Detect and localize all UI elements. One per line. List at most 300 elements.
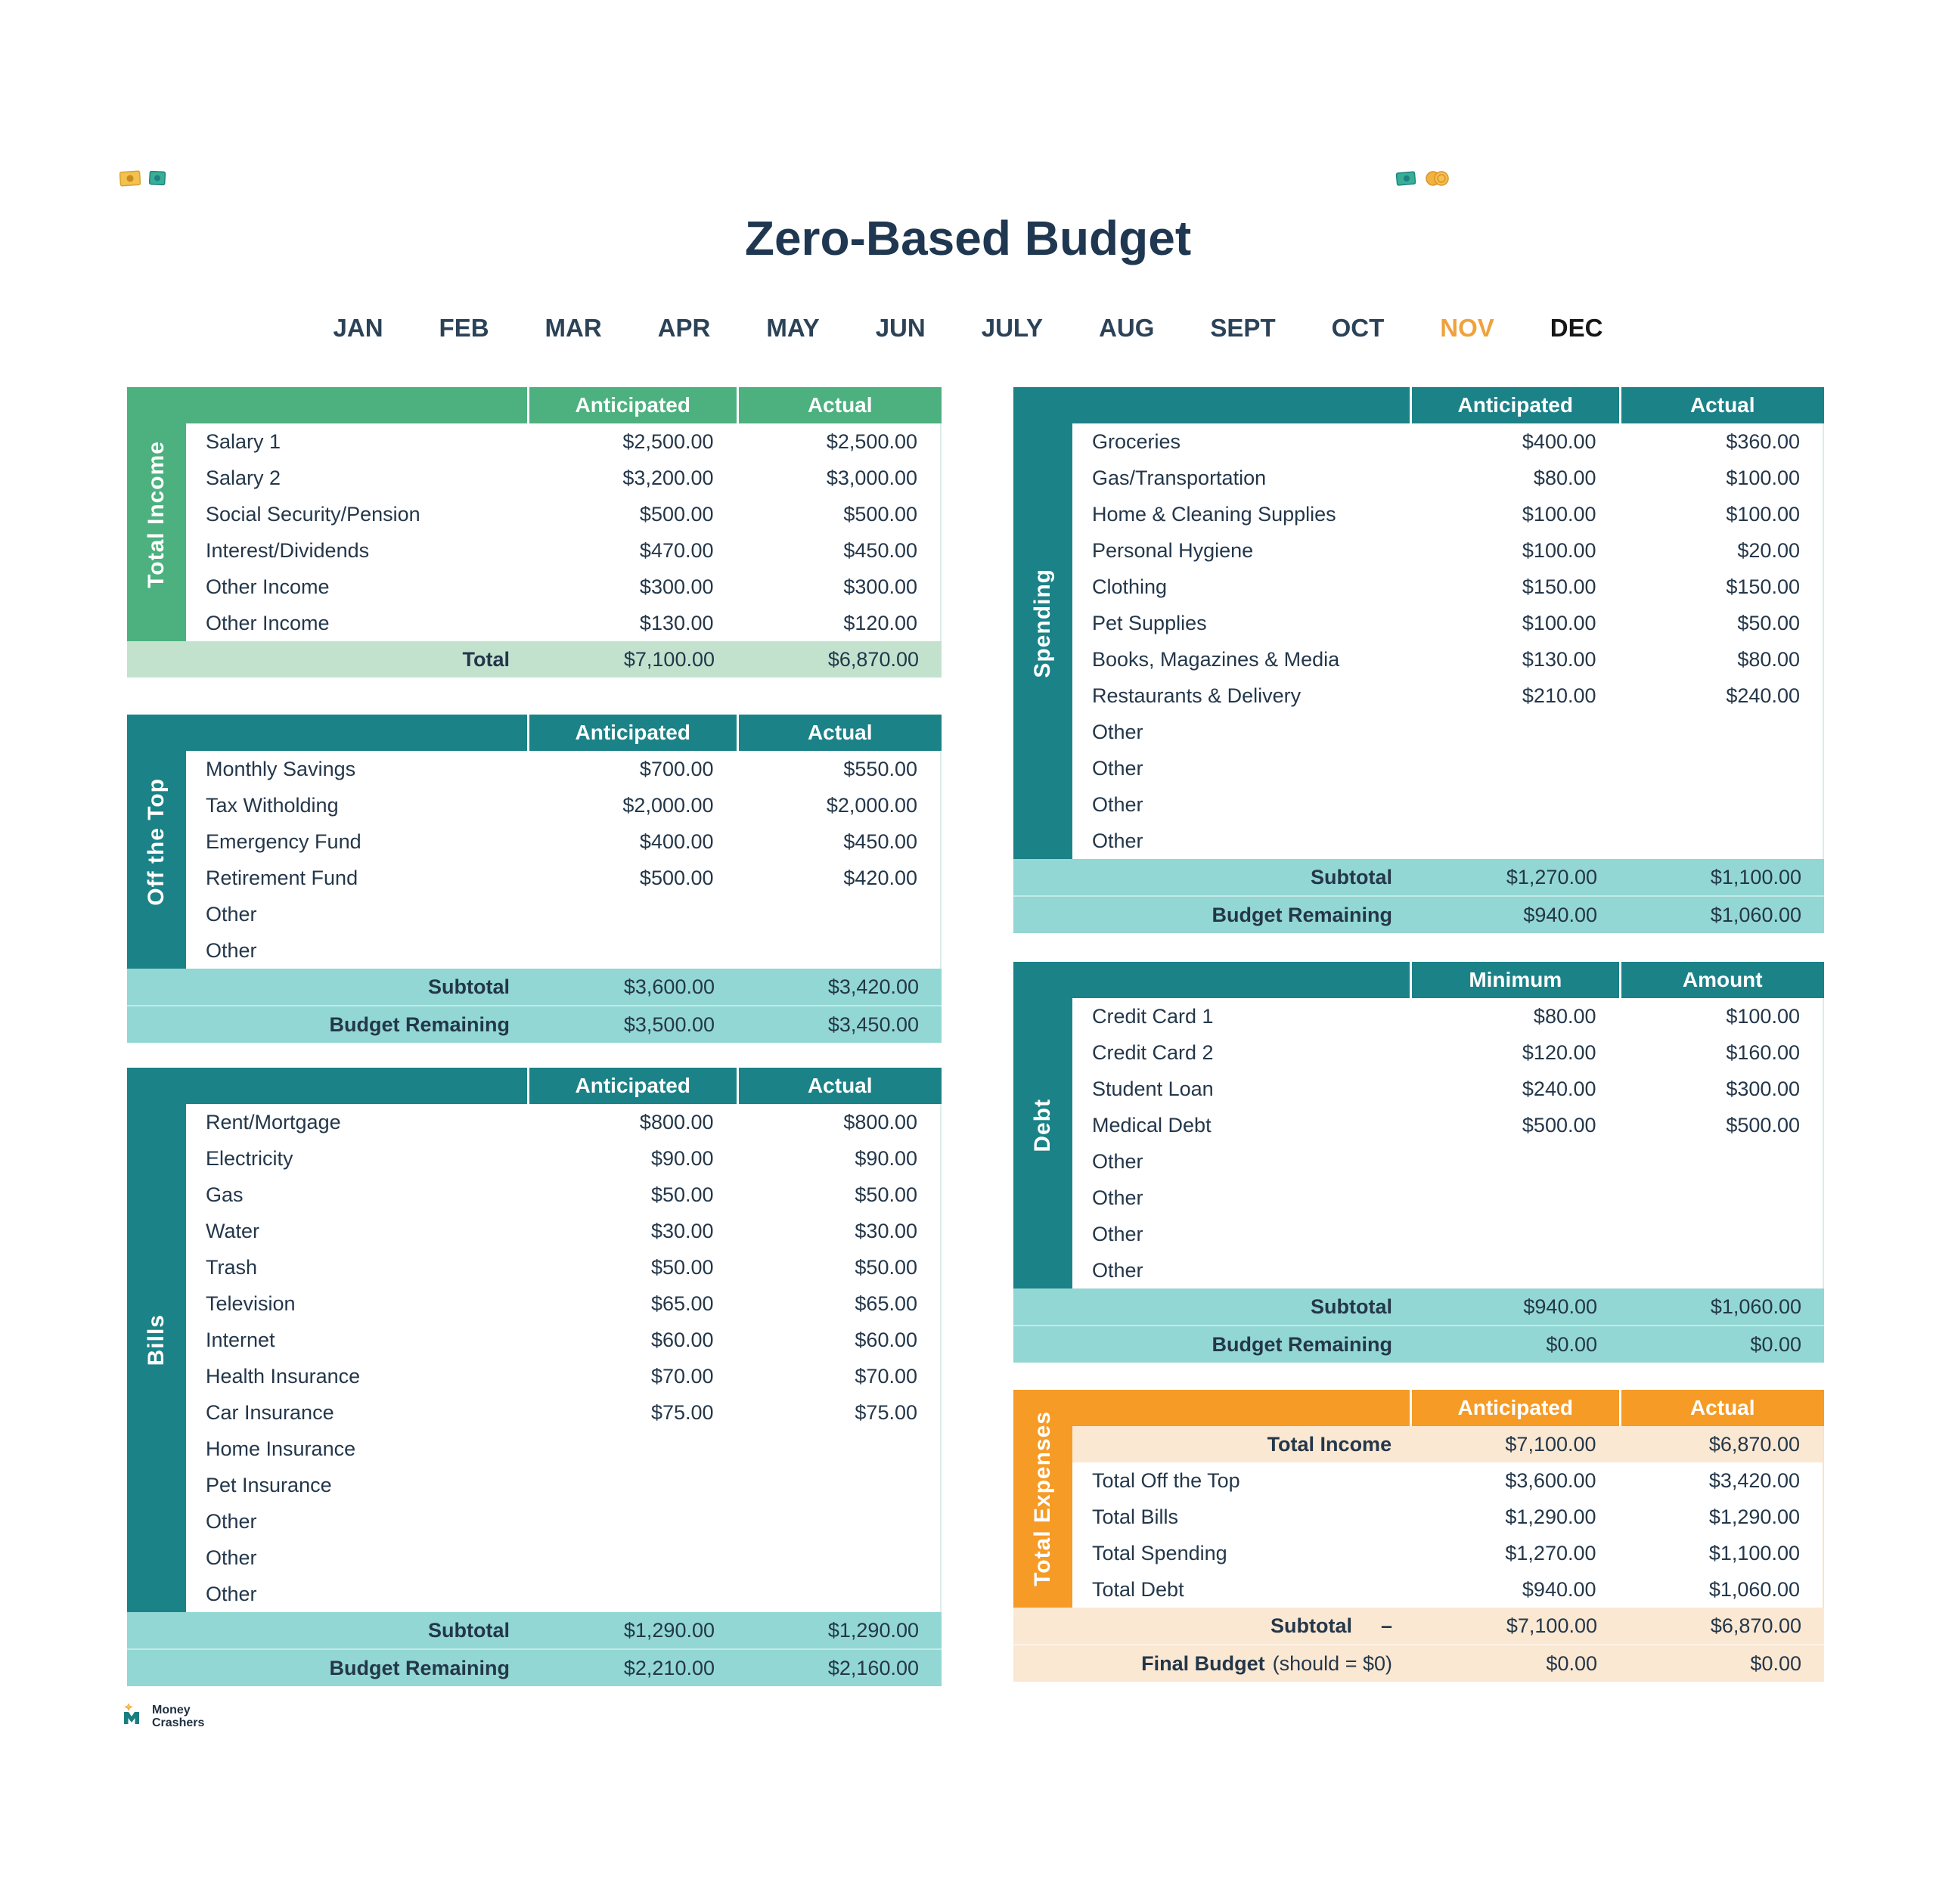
row-label: Total Off the Top <box>1092 1468 1240 1492</box>
row-label: Internet <box>206 1328 275 1351</box>
row-label: Trash <box>206 1255 258 1279</box>
table-row <box>1072 569 1823 605</box>
footer-label <box>127 1006 529 1043</box>
cell-actual[interactable]: $240.00 <box>1726 684 1800 707</box>
cell-actual[interactable]: $450.00 <box>843 830 917 853</box>
cell-anticipated[interactable]: $470.00 <box>639 538 714 562</box>
header-spacer-cell <box>127 1068 527 1104</box>
cell-actual[interactable] <box>1619 1216 1823 1252</box>
sidebar-bills <box>127 1068 186 1612</box>
footer-row-total <box>127 641 942 678</box>
row-label: Total Bills <box>1092 1505 1179 1528</box>
cell-anticipated[interactable] <box>529 1540 736 1576</box>
month-tab-feb[interactable]: FEB <box>439 314 489 342</box>
cell-actual[interactable] <box>737 1576 940 1612</box>
column-header-actual: Actual <box>737 715 942 751</box>
cell-actual[interactable]: $550.00 <box>843 757 917 780</box>
table-row <box>1072 998 1823 1034</box>
sidebar-label-expenses: Total Expenses <box>1030 1411 1055 1586</box>
cell-actual[interactable] <box>737 1431 940 1467</box>
logo-text-line2: Crashers <box>152 1716 205 1729</box>
footer-label <box>1013 859 1412 895</box>
cell-actual[interactable]: $30.00 <box>855 1219 917 1242</box>
footer-row-subtotal <box>1013 1608 1824 1644</box>
table-row <box>1072 678 1823 714</box>
table-total-income <box>127 387 942 678</box>
cell-anticipated[interactable]: $130.00 <box>639 611 714 634</box>
cell-actual[interactable]: $1,290.00 <box>1708 1505 1800 1528</box>
footer-value-actual: $3,450.00 <box>827 1012 919 1036</box>
cell-anticipated[interactable]: $1,270.00 <box>1505 1541 1596 1564</box>
cell-anticipated[interactable]: $2,000.00 <box>622 793 714 817</box>
cell-actual[interactable]: $2,500.00 <box>826 429 917 453</box>
row-label: Water <box>206 1219 260 1242</box>
row-label: Other <box>1092 829 1143 852</box>
cell-anticipated[interactable]: $80.00 <box>1533 1004 1596 1028</box>
row-label: Pet Supplies <box>1092 611 1207 634</box>
table-row <box>186 823 940 860</box>
row-label: Social Security/Pension <box>206 502 420 526</box>
table-row <box>186 460 940 496</box>
moneycrashers-logo <box>121 1701 204 1731</box>
table-row <box>186 751 940 787</box>
table-row <box>1072 750 1823 786</box>
row-label: Retirement Fund <box>206 866 358 889</box>
table-bills <box>127 1068 942 1686</box>
month-tab-sept[interactable]: SEPT <box>1210 314 1276 342</box>
footer-label <box>127 1612 529 1648</box>
table-row <box>186 787 940 823</box>
cell-anticipated[interactable]: $30.00 <box>650 1219 714 1242</box>
row-label: Credit Card 2 <box>1092 1040 1214 1064</box>
footer-value-anticipated: $2,210.00 <box>623 1656 715 1679</box>
row-label: Other <box>1092 1149 1143 1173</box>
month-tab-jan[interactable]: JAN <box>333 314 383 342</box>
sidebar-label-debt: Debt <box>1030 1098 1055 1152</box>
cell-anticipated[interactable]: $210.00 <box>1522 684 1596 707</box>
footer-row-subtotal <box>127 969 942 1005</box>
footer-value-actual: $2,160.00 <box>827 1656 919 1679</box>
table-row <box>1072 496 1823 532</box>
table-row <box>1072 605 1823 641</box>
row-label: Other <box>1092 1222 1143 1245</box>
footer-row-subtotal <box>1013 1288 1824 1325</box>
row-label: Groceries <box>1092 429 1181 453</box>
table-row <box>186 896 940 932</box>
cell-anticipated[interactable]: $300.00 <box>639 575 714 598</box>
header-spacer-cell <box>1013 962 1410 998</box>
row-label: Other <box>206 1509 257 1533</box>
row-label: Student Loan <box>1092 1077 1214 1100</box>
moneycrashers-logo-mark-icon <box>121 1701 147 1731</box>
column-header-actual: Actual <box>1619 1390 1824 1426</box>
cell-actual[interactable]: $3,420.00 <box>1708 1468 1800 1492</box>
footer-row-budget-remaining <box>1013 1325 1824 1363</box>
footer-label <box>1013 1326 1412 1363</box>
footer-value-anticipated: $940.00 <box>1523 1295 1597 1318</box>
sidebar-label-bills: Bills <box>144 1313 169 1366</box>
cell-actual[interactable] <box>737 1503 940 1540</box>
footer-label-text: Subtotal <box>1311 1295 1392 1318</box>
cell-actual[interactable] <box>1619 1143 1823 1180</box>
cell-anticipated[interactable]: $500.00 <box>1522 1113 1596 1137</box>
footer-label <box>1013 1608 1412 1644</box>
table-row <box>1072 786 1823 823</box>
footer-label-text: Final Budget <box>1141 1651 1265 1675</box>
cell-anticipated[interactable] <box>529 932 736 969</box>
row-label: Emergency Fund <box>206 830 361 853</box>
footer-label <box>127 969 529 1005</box>
column-header-anticipated: Minimum <box>1410 962 1618 998</box>
cell-actual[interactable] <box>1619 714 1823 750</box>
cell-actual[interactable]: $50.00 <box>855 1183 917 1206</box>
table-row <box>186 1358 940 1394</box>
row-label: Gas/Transportation <box>1092 466 1267 489</box>
table-row <box>186 569 940 605</box>
footer-value-anticipated: $1,290.00 <box>623 1618 715 1642</box>
footer-label-text: Subtotal <box>428 1618 510 1642</box>
cell-actual[interactable]: $60.00 <box>855 1328 917 1351</box>
table-row <box>1072 460 1823 496</box>
table-row <box>186 605 940 641</box>
cell-actual[interactable]: $120.00 <box>843 611 917 634</box>
cell-actual[interactable]: $75.00 <box>855 1400 917 1424</box>
rows-bills <box>186 1104 942 1612</box>
cell-anticipated[interactable]: $1,290.00 <box>1505 1505 1596 1528</box>
table-row <box>1072 641 1823 678</box>
cell-anticipated[interactable] <box>529 1503 736 1540</box>
table-row <box>1072 1535 1823 1571</box>
header-row-bills <box>127 1068 942 1104</box>
cell-anticipated[interactable]: $400.00 <box>639 830 714 853</box>
footer-label-text: Total <box>462 647 510 671</box>
footer-label-suffix: (should = $0) <box>1272 1651 1392 1675</box>
cell-actual[interactable] <box>737 932 940 969</box>
month-tab-jun[interactable]: JUN <box>875 314 926 342</box>
table-spending <box>1013 387 1824 933</box>
table-row <box>186 423 940 460</box>
sidebar-expenses <box>1013 1390 1072 1608</box>
cell-anticipated[interactable]: $2,500.00 <box>622 429 714 453</box>
footer-value-actual: $1,060.00 <box>1710 1295 1801 1318</box>
sidebar-debt <box>1013 962 1072 1288</box>
column-header-actual: Amount <box>1619 962 1824 998</box>
cell-anticipated[interactable] <box>1411 1143 1618 1180</box>
footer-value-actual: $1,290.00 <box>827 1618 919 1642</box>
table-row <box>1072 1107 1823 1143</box>
row-label: Salary 2 <box>206 466 281 489</box>
top-right-money-icons <box>1395 169 1451 191</box>
table-row <box>1072 1462 1823 1499</box>
cell-actual[interactable]: $50.00 <box>1737 611 1800 634</box>
cell-anticipated[interactable]: $500.00 <box>639 502 714 526</box>
cell-anticipated[interactable] <box>1411 1252 1618 1288</box>
cell-anticipated[interactable]: $100.00 <box>1522 502 1596 526</box>
cell-anticipated[interactable] <box>529 1576 736 1612</box>
cell-actual[interactable]: $500.00 <box>1726 1113 1800 1137</box>
cell-actual[interactable]: $300.00 <box>1726 1077 1800 1100</box>
cell-actual[interactable]: $360.00 <box>1726 429 1800 453</box>
table-row <box>186 1576 940 1612</box>
column-header-anticipated: Anticipated <box>1410 387 1618 423</box>
row-label: Personal Hygiene <box>1092 538 1254 562</box>
cell-actual[interactable]: $500.00 <box>843 502 917 526</box>
row-label: Monthly Savings <box>206 757 356 780</box>
table-row <box>1072 1499 1823 1535</box>
footer-row-budget-remaining <box>1013 895 1824 933</box>
month-tab-mar[interactable]: MAR <box>544 314 602 342</box>
cell-anticipated[interactable]: $100.00 <box>1522 611 1596 634</box>
month-tab-dec[interactable]: DEC <box>1550 314 1603 342</box>
table-row <box>1072 1252 1823 1288</box>
money-bill-teal-icon <box>148 169 168 191</box>
cell-anticipated[interactable]: $100.00 <box>1522 538 1596 562</box>
cell-actual[interactable] <box>737 896 940 932</box>
cell-actual[interactable] <box>1619 823 1823 859</box>
row-label: Electricity <box>206 1146 293 1170</box>
cell-actual[interactable]: $50.00 <box>855 1255 917 1279</box>
rows-debt <box>1072 998 1824 1288</box>
table-row <box>186 932 940 969</box>
table-row <box>186 1394 940 1431</box>
cell-actual[interactable]: $1,060.00 <box>1708 1577 1800 1601</box>
row-label: Medical Debt <box>1092 1113 1212 1137</box>
row-label: Home Insurance <box>206 1437 356 1460</box>
header-spacer-cell <box>127 715 527 751</box>
month-tab-apr[interactable]: APR <box>657 314 711 342</box>
cell-anticipated[interactable]: $70.00 <box>650 1364 714 1388</box>
row-label: Other <box>206 1582 257 1605</box>
header-row-debt <box>1013 962 1824 998</box>
header-row-spending <box>1013 387 1824 423</box>
table-row <box>186 1540 940 1576</box>
table-row <box>186 1431 940 1467</box>
sidebar-label-income: Total Income <box>144 440 169 588</box>
footer-label-text: Budget Remaining <box>1212 903 1392 926</box>
cell-anticipated[interactable]: $3,200.00 <box>622 466 714 489</box>
table-row <box>186 532 940 569</box>
row-label: Clothing <box>1092 575 1168 598</box>
money-bill-yellow-icon <box>119 169 142 191</box>
cell-actual[interactable]: $300.00 <box>843 575 917 598</box>
column-header-anticipated: Anticipated <box>527 715 736 751</box>
footer-value-actual: $6,870.00 <box>1710 1614 1801 1637</box>
footer-value-anticipated: $1,270.00 <box>1506 865 1597 888</box>
cell-anticipated[interactable]: $800.00 <box>639 1110 714 1133</box>
cell-anticipated[interactable]: $400.00 <box>1522 429 1596 453</box>
footer-label-text: Budget Remaining <box>329 1656 510 1679</box>
month-tab-may[interactable]: MAY <box>766 314 820 342</box>
cell-actual[interactable]: $100.00 <box>1726 1004 1800 1028</box>
table-row <box>186 1249 940 1285</box>
top-left-money-icons <box>119 169 168 191</box>
table-row <box>1072 1571 1823 1608</box>
cell-anticipated[interactable]: $700.00 <box>639 757 714 780</box>
footer-value-anticipated: $7,100.00 <box>623 647 715 671</box>
cell-anticipated[interactable]: $120.00 <box>1522 1040 1596 1064</box>
cell-actual[interactable]: $450.00 <box>843 538 917 562</box>
cell-actual[interactable]: $90.00 <box>855 1146 917 1170</box>
column-header-anticipated: Anticipated <box>1410 1390 1618 1426</box>
footer-label-text: Subtotal <box>1311 865 1392 888</box>
cell-anticipated[interactable]: $150.00 <box>1522 575 1596 598</box>
cell-anticipated[interactable]: $3,600.00 <box>1505 1468 1596 1492</box>
footer-value-anticipated: $0.00 <box>1546 1332 1597 1356</box>
footer-value-actual: $1,100.00 <box>1710 865 1801 888</box>
cell-actual[interactable]: $1,100.00 <box>1708 1541 1800 1564</box>
row-label: Other Income <box>206 575 330 598</box>
cell-actual[interactable]: $800.00 <box>843 1110 917 1133</box>
cell-anticipated[interactable]: $65.00 <box>650 1292 714 1315</box>
cell-actual[interactable]: $3,000.00 <box>826 466 917 489</box>
footer-value-anticipated: $940.00 <box>1523 903 1597 926</box>
footer-label-text: Budget Remaining <box>1212 1332 1392 1356</box>
footer-value-anticipated: $0.00 <box>1546 1651 1597 1675</box>
table-row <box>186 1503 940 1540</box>
footer-label-text: Budget Remaining <box>329 1012 510 1036</box>
row-label: Other Income <box>206 611 330 634</box>
cell-anticipated[interactable]: $940.00 <box>1522 1577 1596 1601</box>
table-row <box>186 1140 940 1177</box>
table-row <box>186 1104 940 1140</box>
row-label: Total Debt <box>1092 1577 1184 1601</box>
month-tab-nov[interactable]: NOV <box>1440 314 1494 342</box>
row-label: Other <box>206 1546 257 1569</box>
cell-actual[interactable]: $160.00 <box>1726 1040 1800 1064</box>
cell-anticipated[interactable] <box>1411 1180 1618 1216</box>
cell-actual[interactable] <box>737 1467 940 1503</box>
sidebar-offtop <box>127 715 186 969</box>
cell-anticipated[interactable] <box>1411 714 1618 750</box>
rows-income <box>186 423 942 641</box>
table-row <box>186 1177 940 1213</box>
row-label: Other <box>1092 1186 1143 1209</box>
cell-actual[interactable]: $70.00 <box>855 1364 917 1388</box>
header-row-expenses <box>1013 1390 1824 1426</box>
cell-anticipated[interactable]: $90.00 <box>650 1146 714 1170</box>
row-label: Home & Cleaning Supplies <box>1092 502 1336 526</box>
footer-row-budget-remaining <box>127 1648 942 1686</box>
table-row <box>186 860 940 896</box>
cell-actual[interactable] <box>1619 750 1823 786</box>
cell-actual[interactable] <box>737 1540 940 1576</box>
money-bill-teal-icon <box>1395 169 1418 191</box>
footer-row-budget-remaining <box>127 1005 942 1043</box>
cell-actual[interactable]: $420.00 <box>843 866 917 889</box>
cell-anticipated[interactable] <box>529 1431 736 1467</box>
table-row <box>186 1213 940 1249</box>
cell-anticipated[interactable] <box>1411 823 1618 859</box>
cell-actual[interactable] <box>1619 1180 1823 1216</box>
footer-value-actual: $0.00 <box>1750 1651 1801 1675</box>
footer-value-actual: $3,420.00 <box>827 975 919 998</box>
cell-anticipated[interactable]: $500.00 <box>639 866 714 889</box>
cell-anticipated[interactable]: $75.00 <box>650 1400 714 1424</box>
month-tab-aug[interactable]: AUG <box>1099 314 1155 342</box>
minus-dash: – <box>1380 1614 1392 1637</box>
month-tab-july[interactable]: JULY <box>981 314 1044 342</box>
row-label: Other <box>206 938 257 962</box>
table-debt <box>1013 962 1824 1363</box>
column-header-actual: Actual <box>737 1068 942 1104</box>
logo-text-line1: Money <box>152 1703 191 1716</box>
cell-anticipated[interactable]: $50.00 <box>650 1183 714 1206</box>
footer-row-subtotal <box>1013 859 1824 895</box>
cell-anticipated[interactable]: $60.00 <box>650 1328 714 1351</box>
table-off-the-top <box>127 715 942 1043</box>
table-row <box>186 1322 940 1358</box>
rows-offtop <box>186 751 942 969</box>
row-label: Books, Magazines & Media <box>1092 647 1340 671</box>
table-row <box>1072 1143 1823 1180</box>
cell-anticipated[interactable] <box>1411 750 1618 786</box>
footer-label <box>1013 1288 1412 1325</box>
cell-actual[interactable]: $6,870.00 <box>1708 1432 1800 1456</box>
table-total-expenses <box>1013 1390 1824 1682</box>
row-label: Pet Insurance <box>206 1473 332 1496</box>
cell-actual[interactable]: $80.00 <box>1737 647 1800 671</box>
row-label: Salary 1 <box>206 429 281 453</box>
rows-expenses <box>1072 1426 1824 1608</box>
cell-actual[interactable]: $150.00 <box>1726 575 1800 598</box>
cell-anticipated[interactable]: $50.00 <box>650 1255 714 1279</box>
cell-anticipated[interactable] <box>1411 1216 1618 1252</box>
cell-anticipated[interactable] <box>1411 786 1618 823</box>
column-header-anticipated: Anticipated <box>527 387 736 423</box>
cell-actual[interactable] <box>1619 1252 1823 1288</box>
cell-actual[interactable]: $65.00 <box>855 1292 917 1315</box>
row-label: Television <box>206 1292 296 1315</box>
rows-spending <box>1072 423 1824 859</box>
header-spacer-cell <box>1013 1390 1410 1426</box>
table-row <box>186 496 940 532</box>
sidebar-label-spending: Spending <box>1030 568 1055 678</box>
cell-anticipated[interactable] <box>529 1467 736 1503</box>
cell-actual[interactable] <box>1619 786 1823 823</box>
sidebar-spending <box>1013 387 1072 859</box>
header-row-income <box>127 387 942 423</box>
row-label: Other <box>1092 792 1143 816</box>
table-row <box>1072 1180 1823 1216</box>
month-tab-oct[interactable]: OCT <box>1331 314 1385 342</box>
table-row <box>1072 823 1823 859</box>
cell-anticipated[interactable] <box>529 896 736 932</box>
footer-label <box>127 1650 529 1686</box>
row-label: Tax Witholding <box>206 793 339 817</box>
row-label: Other <box>1092 1258 1143 1282</box>
table-row <box>1072 1034 1823 1071</box>
column-header-anticipated: Anticipated <box>527 1068 736 1104</box>
table-row <box>1072 714 1823 750</box>
cell-anticipated[interactable]: $240.00 <box>1522 1077 1596 1100</box>
cell-actual[interactable]: $2,000.00 <box>826 793 917 817</box>
header-row-offtop <box>127 715 942 751</box>
page-title: Zero-Based Budget <box>744 211 1192 265</box>
row-label: Credit Card 1 <box>1092 1004 1214 1028</box>
footer-value-actual: $1,060.00 <box>1710 903 1801 926</box>
cell-anticipated[interactable]: $80.00 <box>1533 466 1596 489</box>
cell-actual[interactable]: $100.00 <box>1726 466 1800 489</box>
cell-anticipated[interactable]: $130.00 <box>1522 647 1596 671</box>
month-tabs <box>0 314 1936 343</box>
cell-actual[interactable]: $100.00 <box>1726 502 1800 526</box>
cell-actual[interactable]: $20.00 <box>1737 538 1800 562</box>
footer-value-anticipated: $3,500.00 <box>623 1012 715 1036</box>
footer-label-text: Subtotal <box>1270 1614 1352 1637</box>
cell-anticipated[interactable]: $7,100.00 <box>1505 1432 1596 1456</box>
footer-row-subtotal <box>127 1612 942 1648</box>
row-label: Health Insurance <box>206 1364 361 1388</box>
